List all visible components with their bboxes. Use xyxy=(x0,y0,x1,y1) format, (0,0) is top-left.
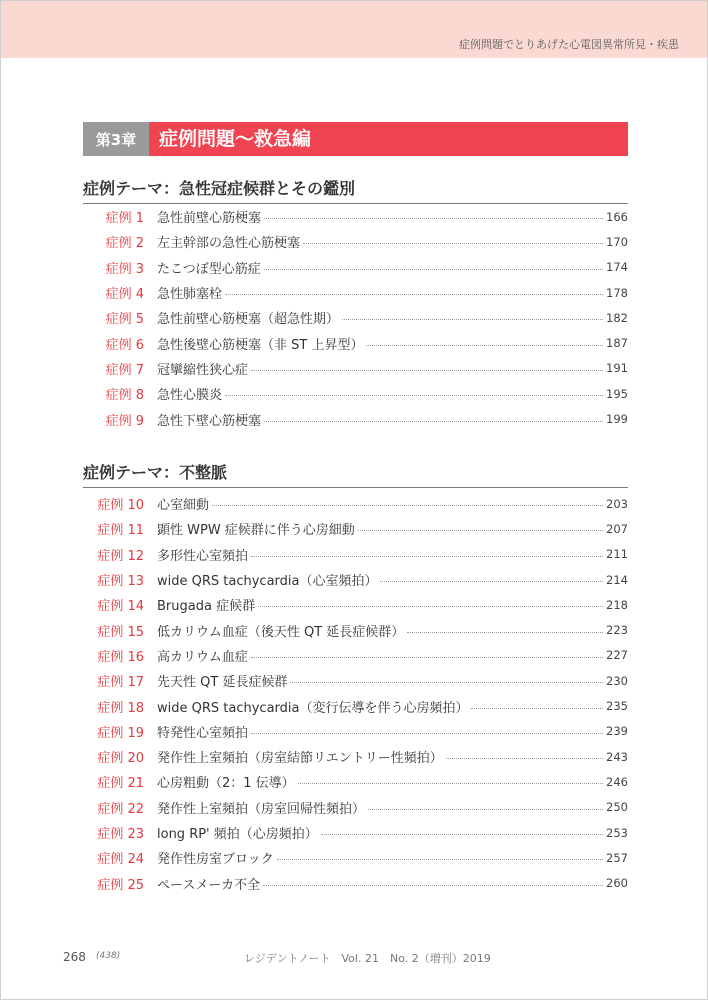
case-title: 発作性上室頻拍（房室回帰性頻拍） xyxy=(157,801,366,817)
dot-leader xyxy=(471,708,603,709)
case-title: 先天性 QT 延長症候群 xyxy=(157,675,288,691)
footer-page-number: 268 xyxy=(63,950,86,964)
toc-entry[interactable] xyxy=(83,516,628,541)
dot-leader xyxy=(264,269,603,270)
case-label: 症例 4 xyxy=(105,287,144,303)
page-number: 218 xyxy=(606,597,628,612)
case-title: 急性肺塞栓 xyxy=(157,287,223,303)
case-title: 発作性上室頻拍（房室結節リエントリー性頻拍） xyxy=(157,751,443,767)
dot-leader xyxy=(368,809,603,810)
case-label: 症例 8 xyxy=(105,388,144,404)
dot-leader xyxy=(251,556,603,557)
dot-leader xyxy=(366,345,603,346)
toc-entry[interactable] xyxy=(83,643,628,668)
toc-entry[interactable] xyxy=(83,795,628,820)
dot-leader xyxy=(264,421,603,422)
case-title: 急性前壁心筋梗塞 xyxy=(157,211,262,227)
page-number: 195 xyxy=(606,386,628,401)
case-title: 冠攣縮性狭心症 xyxy=(157,362,249,378)
case-title: 発作性房室ブロック xyxy=(157,852,274,868)
page-number: 260 xyxy=(606,876,628,891)
case-title: 心室細動 xyxy=(157,498,210,514)
page-number: 211 xyxy=(606,547,628,562)
dot-leader xyxy=(251,657,603,658)
chapter-heading xyxy=(83,122,628,156)
case-title: 急性後壁心筋梗塞（非 ST 上昇型） xyxy=(157,337,364,353)
page-number: 203 xyxy=(606,496,628,511)
toc-entry[interactable] xyxy=(83,719,628,744)
case-label: 症例 1 xyxy=(105,211,144,227)
page-number: 227 xyxy=(606,648,628,663)
case-label: 症例 11 xyxy=(97,523,144,539)
dot-leader xyxy=(212,505,603,506)
page-number: 178 xyxy=(606,285,628,300)
toc-entry[interactable] xyxy=(83,356,628,381)
toc-entry[interactable] xyxy=(83,330,628,355)
case-title: wide QRS tachycardia（心室頻拍） xyxy=(157,574,378,590)
case-title: たこつぼ型心筋症 xyxy=(157,261,261,277)
toc-entry[interactable] xyxy=(83,820,628,845)
dot-leader xyxy=(251,733,603,734)
dot-leader xyxy=(225,294,603,295)
page-number: 191 xyxy=(606,361,628,376)
page-number: 170 xyxy=(606,234,628,249)
case-title: 低カリウム血症（後天性 QT 延長症候群） xyxy=(157,624,405,640)
section-theme-arrhythmia: 症例テーマ：不整脈 xyxy=(83,460,628,488)
toc-entry[interactable] xyxy=(83,693,628,718)
case-label: 症例 14 xyxy=(97,599,144,615)
dot-leader xyxy=(251,370,603,371)
case-label: 症例 20 xyxy=(97,751,144,767)
page-number: 174 xyxy=(606,260,628,275)
page-number: 214 xyxy=(606,572,628,587)
case-label: 症例 23 xyxy=(97,827,144,842)
case-label: 症例 25 xyxy=(97,877,144,893)
case-title: 心房粗動（2：1 伝導） xyxy=(157,776,295,792)
running-head: 症例問題でとりあげた心電図異常所見・疾患 xyxy=(459,38,679,51)
chapter-title: 症例問題〜救急編 xyxy=(159,128,312,150)
toc-entry[interactable] xyxy=(83,870,628,895)
toc-entry[interactable] xyxy=(83,744,628,769)
page-number: 239 xyxy=(606,724,628,739)
toc-entry[interactable] xyxy=(83,845,628,870)
case-label: 症例 3 xyxy=(105,261,144,277)
toc-entry[interactable] xyxy=(83,567,628,592)
case-title: 高カリウム血症 xyxy=(157,649,248,665)
toc-entry[interactable] xyxy=(83,617,628,642)
toc-entry[interactable] xyxy=(83,255,628,280)
case-label: 症例 19 xyxy=(97,725,144,741)
toc-entry[interactable] xyxy=(83,769,628,794)
page-number: 223 xyxy=(606,623,628,638)
case-title: 急性心膜炎 xyxy=(157,388,223,404)
dot-leader xyxy=(446,758,603,759)
case-label: 症例 22 xyxy=(97,801,144,817)
case-label: 症例 12 xyxy=(97,548,144,564)
dot-leader xyxy=(380,581,603,582)
toc-entry[interactable] xyxy=(83,305,628,330)
case-label: 症例 9 xyxy=(105,413,144,429)
dot-leader xyxy=(321,834,603,835)
toc-entry[interactable] xyxy=(83,406,628,431)
toc-entry[interactable] xyxy=(83,668,628,693)
page-number: 166 xyxy=(606,209,628,224)
page-number: 182 xyxy=(606,310,628,325)
page-number: 187 xyxy=(606,336,628,351)
toc-entry[interactable] xyxy=(83,381,628,406)
case-label: 症例 18 xyxy=(97,700,144,716)
toc-entry[interactable] xyxy=(83,542,628,567)
case-title: 多形性心室頻拍 xyxy=(157,548,249,564)
case-title: long RP' 頻拍（心房頻拍） xyxy=(157,827,318,842)
footer-page-sub: (438) xyxy=(96,951,121,961)
dot-leader xyxy=(303,243,603,244)
toc-entry[interactable] xyxy=(83,592,628,617)
page-number: 235 xyxy=(606,699,628,714)
case-label: 症例 6 xyxy=(105,337,144,353)
dot-leader xyxy=(225,395,603,396)
page-number: 253 xyxy=(606,825,628,840)
dot-leader xyxy=(298,783,603,784)
case-label: 症例 13 xyxy=(97,574,144,590)
case-title: wide QRS tachycardia（変行伝導を伴う心房頻拍） xyxy=(157,700,469,716)
case-label: 症例 16 xyxy=(97,649,144,665)
case-title: 左主幹部の急性心筋梗塞 xyxy=(157,236,301,252)
case-title: 特発性心室頻拍 xyxy=(157,725,249,741)
case-label: 症例 17 xyxy=(97,675,144,691)
case-title: 顕性 WPW 症候群に伴う心房細動 xyxy=(157,523,355,539)
case-title: ペースメーカ不全 xyxy=(157,877,261,893)
toc-entry[interactable] xyxy=(83,491,628,516)
toc-entry[interactable] xyxy=(83,204,628,229)
case-label: 症例 5 xyxy=(105,312,144,328)
case-title: Brugada 症候群 xyxy=(157,599,256,615)
case-label: 症例 2 xyxy=(105,236,144,252)
toc-list-arrhythmia xyxy=(83,491,628,896)
page-number: 246 xyxy=(606,774,628,789)
toc-entry[interactable] xyxy=(83,280,628,305)
chapter-label: 第3章 xyxy=(83,122,149,156)
dot-leader xyxy=(258,606,603,607)
dot-leader xyxy=(277,859,603,860)
case-label: 症例 10 xyxy=(97,498,144,514)
page-number: 230 xyxy=(606,673,628,688)
toc-entry[interactable] xyxy=(83,229,628,254)
case-title: 急性前壁心筋梗塞（超急性期） xyxy=(157,312,340,328)
page-number: 250 xyxy=(606,800,628,815)
footer-journal: レジデントノート Vol. 21 No. 2（増刊）2019 xyxy=(244,952,491,965)
page-number: 207 xyxy=(606,521,628,536)
dot-leader xyxy=(407,632,603,633)
case-title: 急性下壁心筋梗塞 xyxy=(157,413,262,429)
toc-list-acs xyxy=(83,204,628,432)
page-number: 243 xyxy=(606,749,628,764)
page-number: 257 xyxy=(606,850,628,865)
page-number: 199 xyxy=(606,412,628,427)
dot-leader xyxy=(263,885,603,886)
dot-leader xyxy=(290,682,603,683)
section-theme-acs: 症例テーマ：急性冠症候群とその鑑別 xyxy=(83,176,628,204)
dot-leader xyxy=(358,530,603,531)
dot-leader xyxy=(342,319,603,320)
dot-leader xyxy=(264,218,603,219)
case-label: 症例 7 xyxy=(105,362,144,378)
case-label: 症例 21 xyxy=(97,776,144,792)
case-label: 症例 24 xyxy=(97,852,144,868)
case-label: 症例 15 xyxy=(97,624,144,640)
